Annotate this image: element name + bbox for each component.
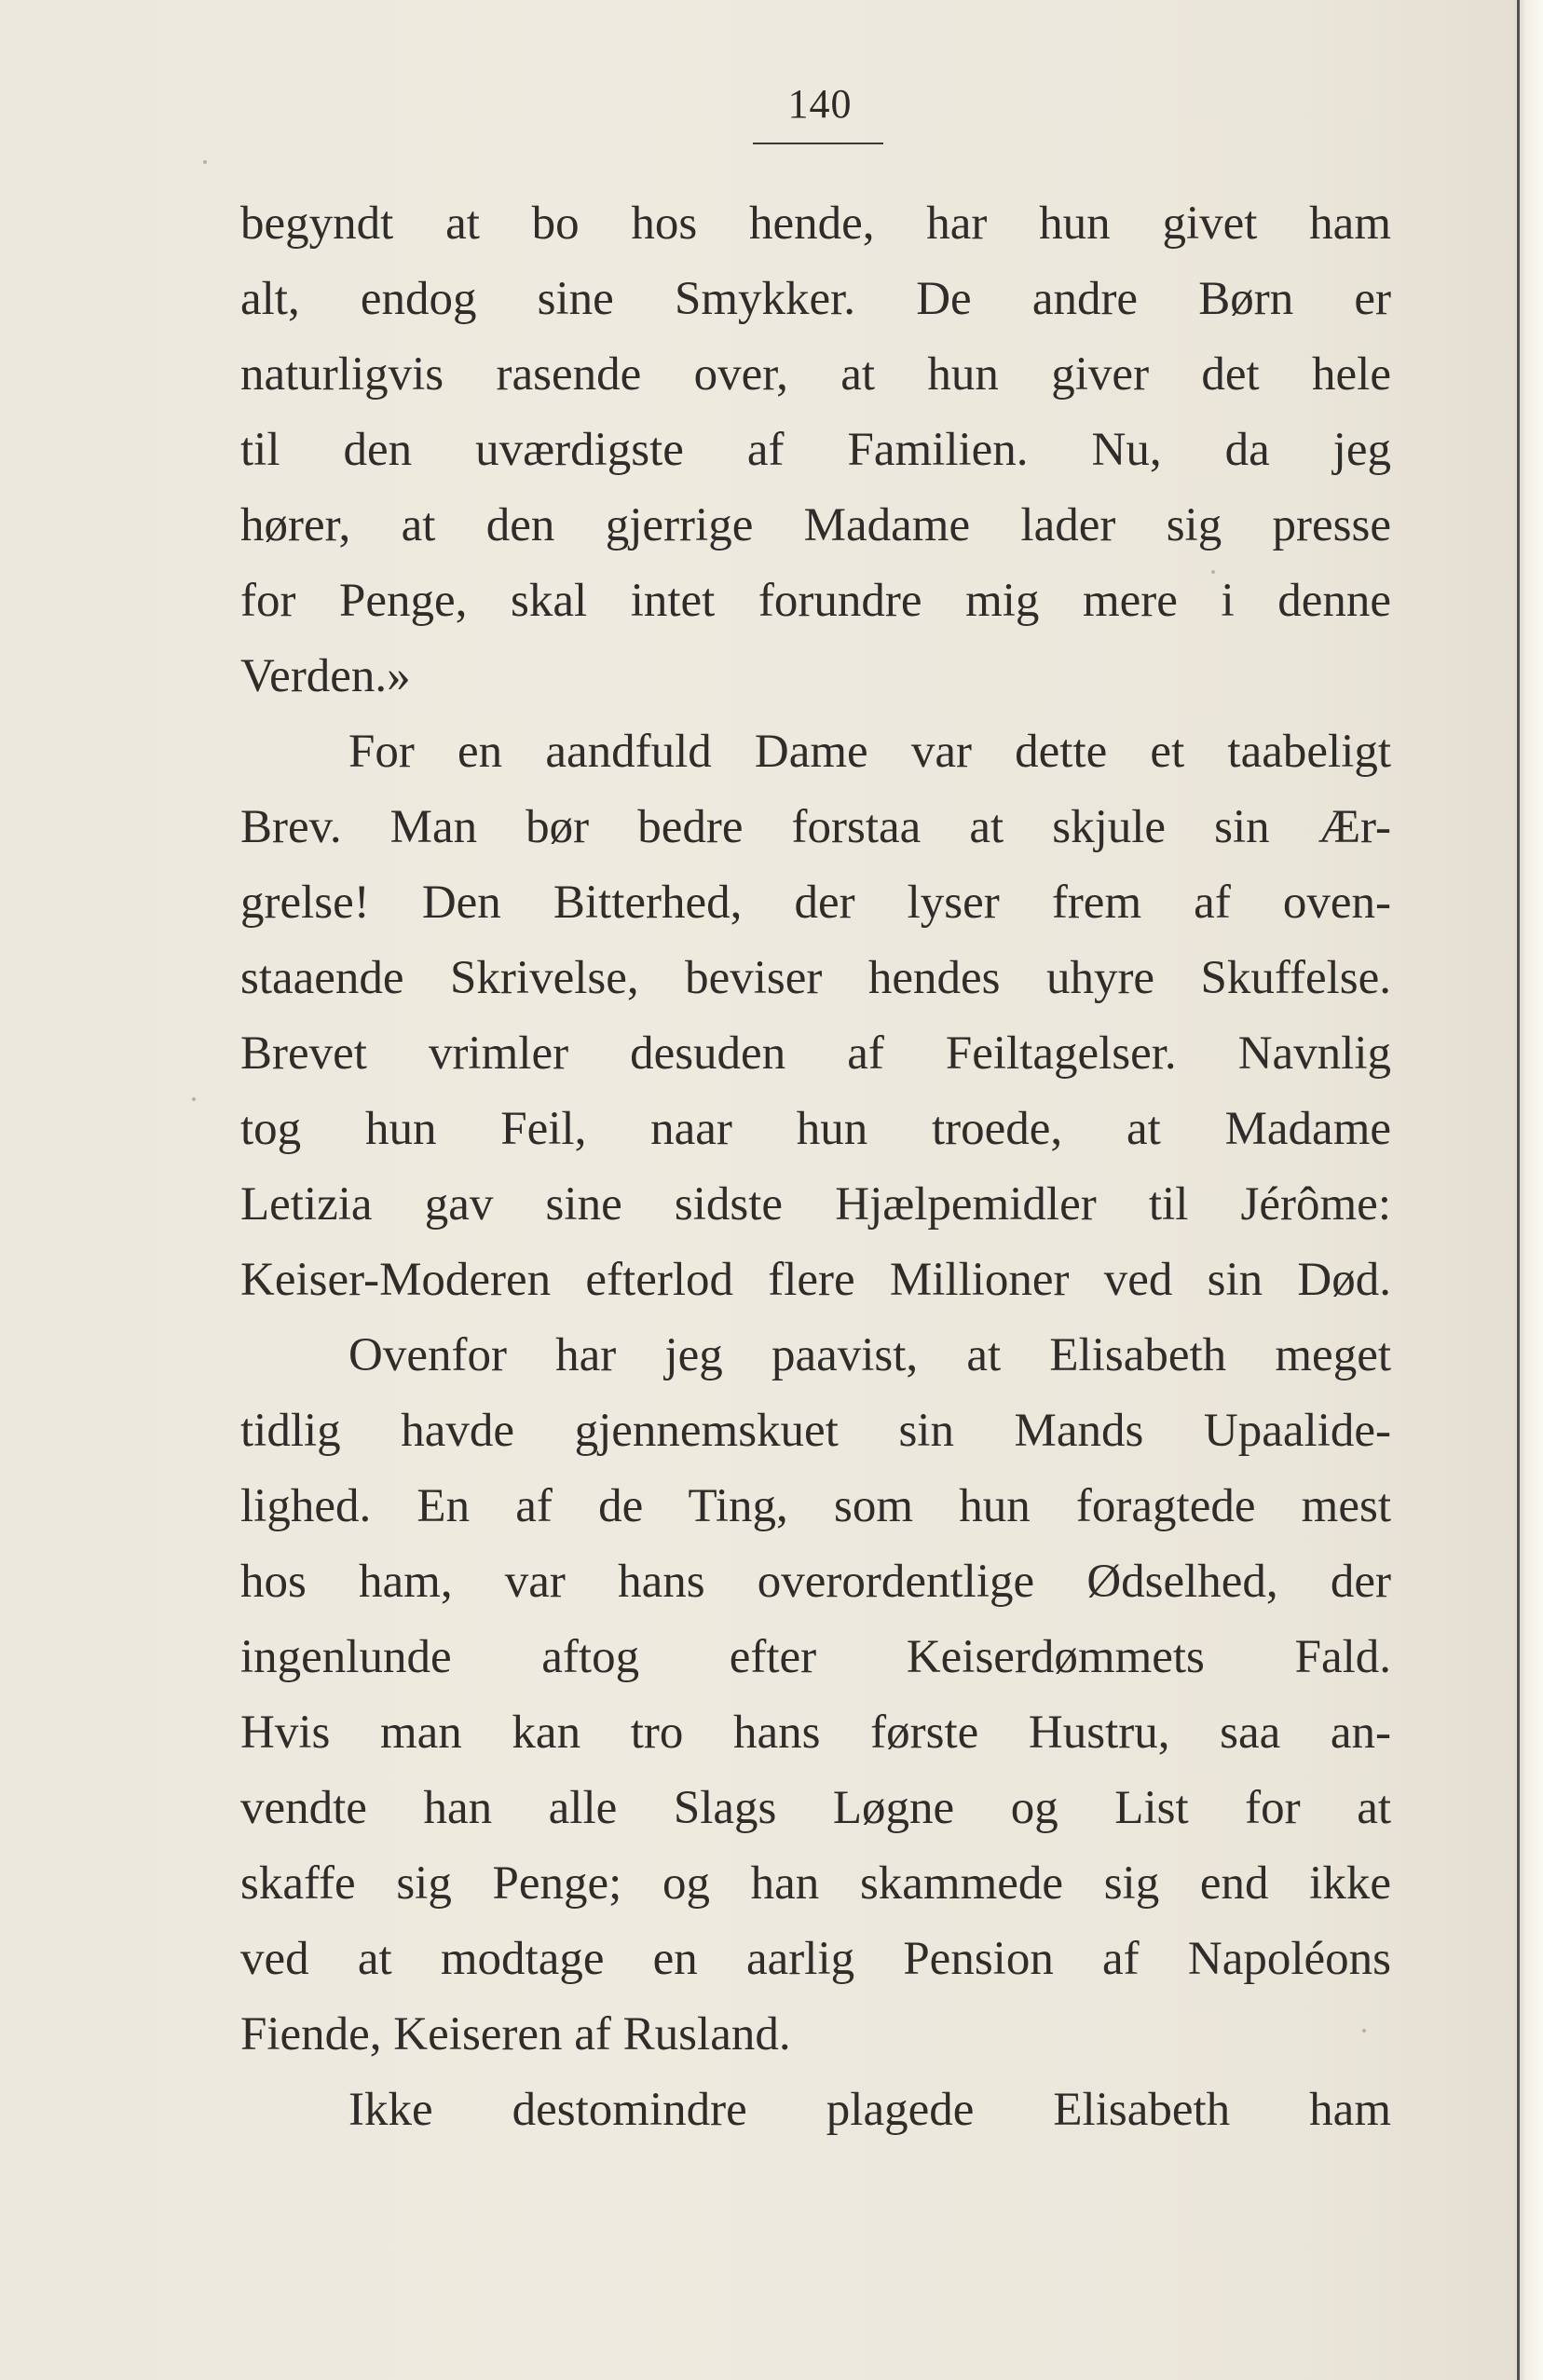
text-line: tog hun Feil, naar hun troede, at Madame [240,1103,1391,1155]
text-line: hører, at den gjerrige Madame lader sig presse [240,499,1391,551]
text-line: naturligvis rasende over, at hun giver det hele [240,348,1391,401]
text-line: Fiende, Keiseren af Rusland. [240,2008,791,2060]
text-line: hos ham, var hans overordentlige Ødselhed, der [240,1556,1391,1608]
text-line: Brev. Man bør bedre forstaa at skjule sin Ær- [240,801,1391,853]
text-line: grelse! Den Bitterhed, der lyser frem af oven- [240,877,1391,929]
text-line: Ovenfor har jeg paavist, at Elisabeth meget [348,1329,1391,1381]
page-number: 140 [787,81,853,127]
text-line: Hvis man kan tro hans første Hustru, saa an- [240,1707,1391,1759]
text-line: staaende Skrivelse, beviser hendes uhyre Skuffelse. [240,952,1391,1004]
page-edge-shadow [1517,0,1520,2380]
text-line: alt, endog sine Smykker. De andre Børn er [240,273,1391,325]
text-line: lighed. En af de Ting, som hun foragtede mest [240,1480,1391,1532]
text-line: begyndt at bo hos hende, har hun givet ham [240,197,1391,250]
text-line: ingenlunde aftog efter Keiserdømmets Fald. [240,1631,1391,1683]
text-line: Brevet vrimler desuden af Feiltagelser. Navnlig [240,1027,1391,1080]
text-line: ved at modtage en aarlig Pension af Napoléons [240,1933,1391,1985]
text-line: for Penge, skal intet forundre mig mere i denne [240,575,1391,627]
text-line: Verden.» [240,650,411,702]
text-line: skaffe sig Penge; og han skammede sig end ikke [240,1857,1391,1910]
text-line: Letizia gav sine sidste Hjælpemidler til Jérôme: [240,1178,1391,1231]
paper-speck [192,1097,196,1101]
text-line: tidlig havde gjennemskuet sin Mands Upaalide- [240,1405,1391,1457]
text-line: til den uværdigste af Familien. Nu, da jeg [240,424,1391,476]
text-line: For en aandfuld Dame var dette et taabeligt [348,726,1391,778]
text-line: Keiser-Moderen efterlod flere Millioner ved sin Død. [240,1254,1391,1306]
body-text [240,186,1391,2148]
text-line: vendte han alle Slags Løgne og List for at [240,1782,1391,1834]
paper-speck [203,160,207,164]
page-edge [1517,0,1543,2380]
page-number-rule [753,143,883,144]
text-line: Ikke destomindre plagede Elisabeth ham [348,2084,1391,2136]
